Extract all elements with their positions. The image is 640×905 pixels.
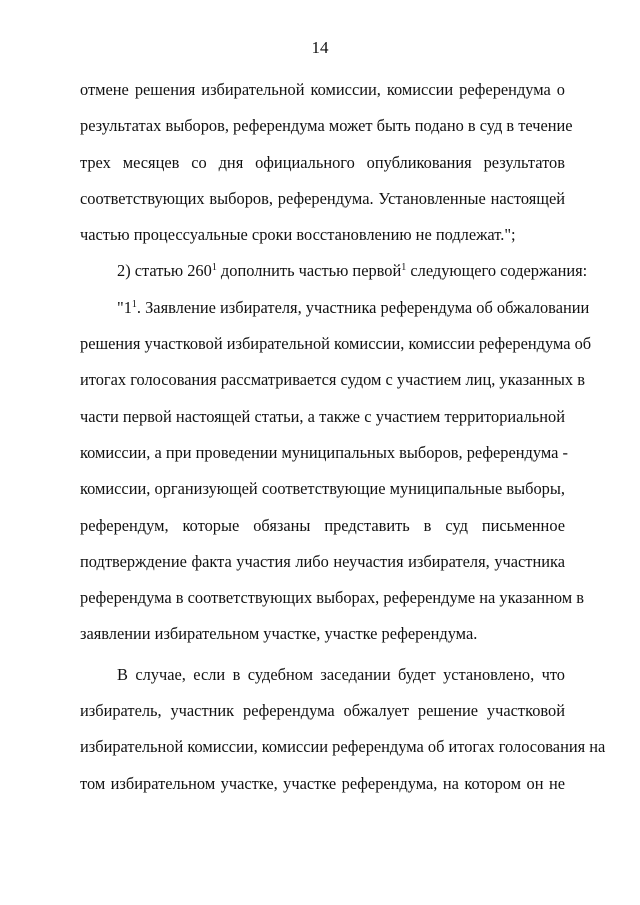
- text-line: итогах голосования рассматривается судом с участием лиц, указанных в: [80, 370, 585, 390]
- text-line: [80, 253, 588, 289]
- text-line: заявлении избирательном участке, участке референдума.: [80, 624, 478, 644]
- text-line: комиссии, организующей соответствующие муниципальные выборы,: [80, 479, 565, 499]
- quoted-paragraph: [80, 290, 592, 653]
- paragraph-continuation: [80, 72, 573, 253]
- text-line: частью процессуальные сроки восстановлению не подлежат.";: [80, 225, 516, 245]
- item-suffix: следующего содержания:: [406, 261, 588, 281]
- quote-prefix: "1: [117, 297, 132, 317]
- text-line: референдум, которые обязаны представить в суд письменное: [80, 515, 565, 535]
- paragraph: [80, 657, 606, 802]
- item-middle: дополнить частью первой: [216, 261, 402, 281]
- text-line: комиссии, а при проведении муниципальных выборов, референдума -: [80, 442, 568, 462]
- amendment-item: [80, 253, 588, 289]
- text-line: соответствующих выборов, референдума. Установленные настоящей: [80, 188, 565, 208]
- text-line: том избирательном участке, участке референдума, на котором он не: [80, 773, 565, 793]
- superscript: 1: [131, 298, 137, 310]
- superscript: 1: [401, 262, 407, 274]
- quote-first-line: . Заявление избирателя, участника референдума об обжаловании: [136, 297, 590, 317]
- text-line: [80, 290, 590, 326]
- text-line: избирательной комиссии, комиссии референдума об итогах голосования на: [80, 737, 606, 757]
- text-line: референдума в соответствующих выборах, референдуме на указанном в: [80, 588, 584, 608]
- item-prefix: 2) статью 260: [117, 261, 212, 281]
- text-line: трех месяцев со дня официального опубликования результатов: [80, 152, 565, 172]
- page-number: 14: [311, 38, 329, 57]
- text-line: результатах выборов, референдума может быть подано в суд в течение: [80, 116, 573, 136]
- text-line: В случае, если в судебном заседании будет установлено, что: [117, 664, 565, 684]
- document-body: [80, 72, 606, 802]
- superscript: 1: [211, 262, 217, 274]
- text-line: избиратель, участник референдума обжалует решение участковой: [80, 701, 565, 721]
- text-line: части первой настоящей статьи, а также с участием территориальной: [80, 406, 565, 426]
- text-line: решения участковой избирательной комиссии, комиссии референдума об: [80, 334, 592, 354]
- text-line: отмене решения избирательной комиссии, комиссии референдума о: [80, 80, 565, 99]
- text-line: подтверждение факта участия либо неучастия избирателя, участника: [80, 551, 565, 571]
